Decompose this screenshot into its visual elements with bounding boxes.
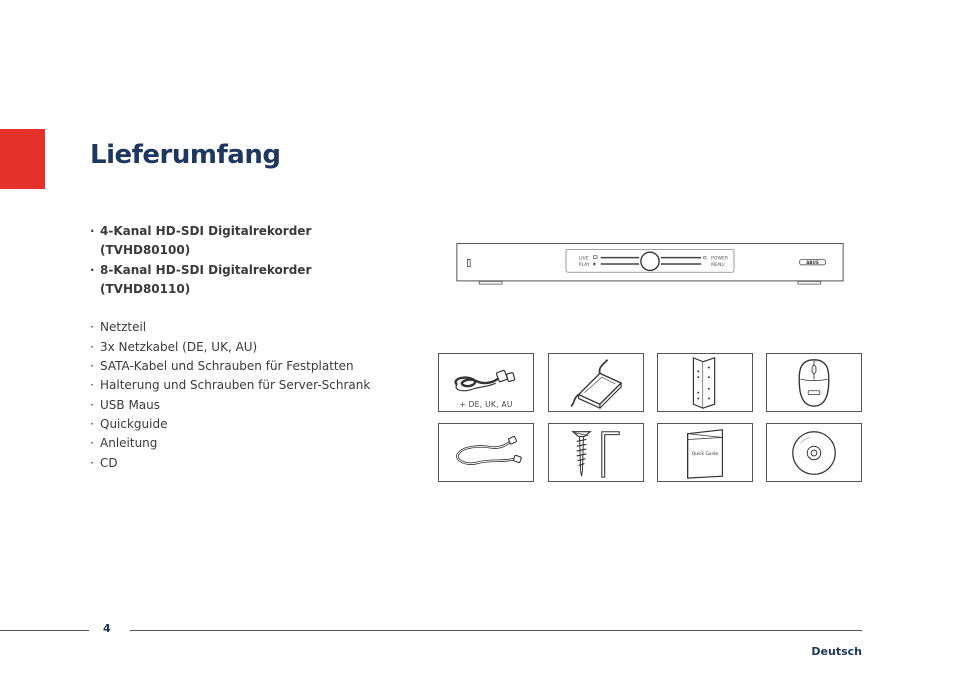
list-spacer [90, 299, 420, 318]
jog-dial-icon [641, 252, 659, 270]
svg-text:Quick Guide: Quick Guide [691, 451, 719, 457]
sata-cable-item [438, 423, 534, 482]
section-accent-tab [0, 129, 45, 189]
list-item: (TVHD80110) [100, 281, 191, 296]
power-cable-item [438, 353, 534, 412]
mouse-icon [767, 354, 861, 411]
rack-bracket-item [657, 353, 753, 412]
list-item: · Netzteil [90, 320, 147, 335]
page-number: 4 [103, 622, 111, 635]
rack-bracket-icon [658, 354, 752, 411]
quick-guide-item [657, 423, 753, 482]
power-supply-icon [549, 354, 643, 411]
power-supply-item [548, 353, 644, 412]
list-item: · CD [90, 455, 118, 470]
list-item: · Anleitung [90, 436, 158, 451]
svg-text:ABUS: ABUS [806, 260, 819, 265]
live-label: LIVE [578, 256, 589, 262]
cd-item [766, 423, 862, 482]
footer-rule-left [0, 630, 89, 631]
cable-caption: + DE, UK, AU [459, 400, 513, 409]
list-item: · SATA-Kabel und Schrauben für Festplatten [90, 359, 354, 374]
menu-label: MENU [711, 262, 725, 268]
list-item: · USB Maus [90, 397, 161, 412]
cd-icon [767, 424, 861, 481]
quick-guide-icon [658, 424, 752, 481]
contents-list [90, 222, 420, 473]
recorder-illustration [438, 243, 862, 285]
power-label: POWER [711, 256, 729, 262]
list-item: (TVHD80100) [100, 243, 191, 258]
page-title: Lieferumfang [90, 140, 281, 170]
play-label: PLAY [578, 262, 590, 268]
sata-cable-icon [439, 424, 533, 481]
list-item: · 4-Kanal HD-SDI Digitalrekorder [90, 224, 312, 238]
list-item: · 8-Kanal HD-SDI Digitalrekorder [90, 262, 312, 277]
language-label: Deutsch [811, 645, 862, 658]
list-item: · 3x Netzkabel (DE, UK, AU) [90, 339, 258, 354]
screws-item [548, 423, 644, 482]
footer-rule-right [130, 630, 862, 631]
list-item: · Quickguide [90, 416, 168, 431]
list-item: · Halterung und Schrauben für Server-Schrank [90, 378, 371, 393]
screw-icon [549, 424, 643, 481]
usb-mouse-item [766, 353, 862, 412]
